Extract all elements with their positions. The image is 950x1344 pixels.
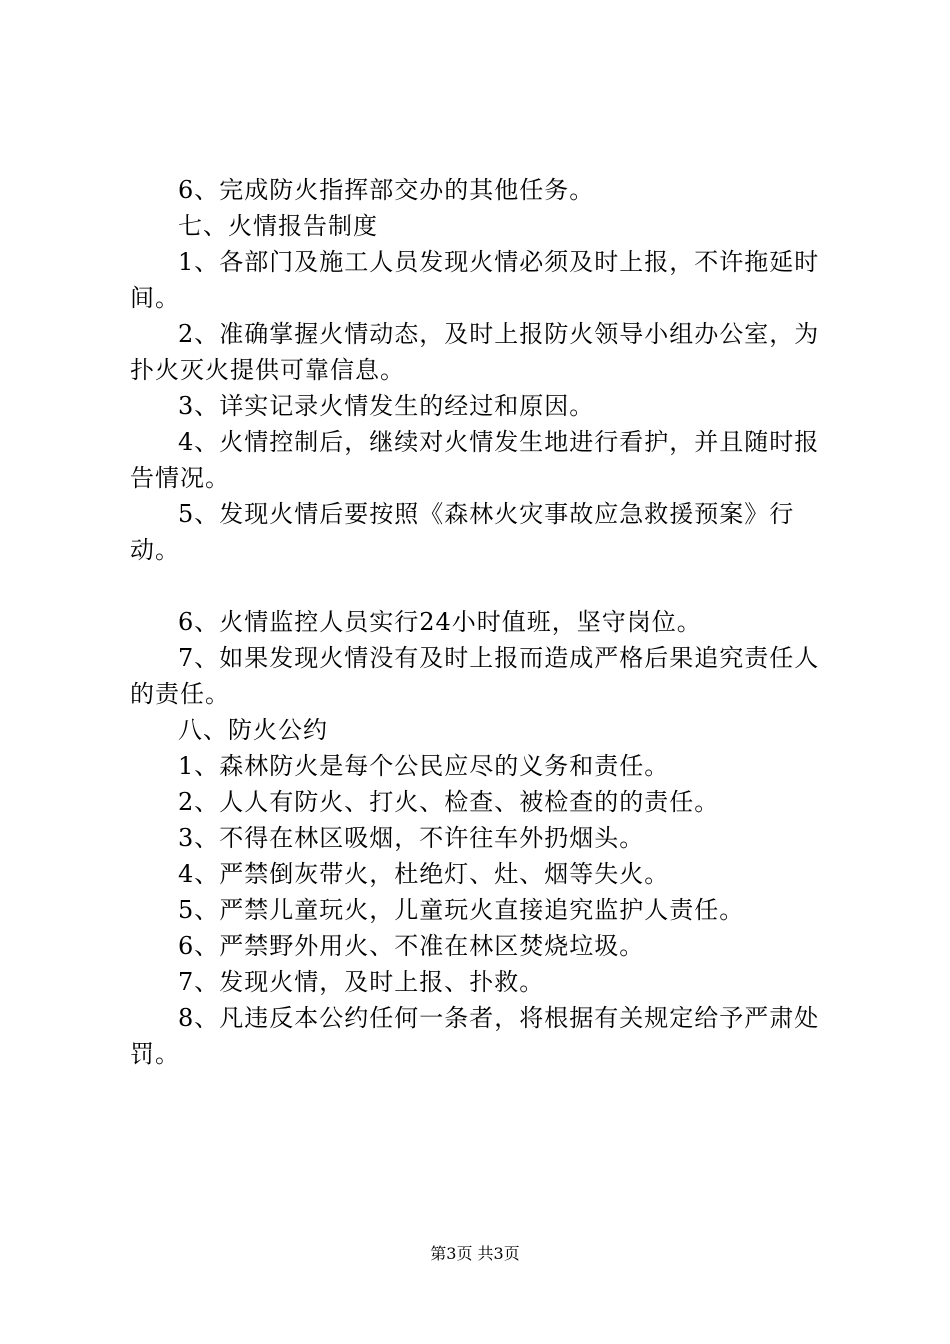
page-footer: 第3页 共3页 [430, 1244, 520, 1263]
paragraph: 1、各部门及施工人员发现火情必须及时上报，不许拖延时间。 [130, 248, 820, 312]
paragraph: 5、严禁儿童玩火，儿童玩火直接追究监护人责任。 [178, 896, 745, 924]
paragraph: 3、详实记录火情发生的经过和原因。 [178, 392, 595, 420]
paragraph: 4、火情控制后，继续对火情发生地进行看护，并且随时报告情况。 [130, 428, 820, 492]
paragraph: 6、完成防火指挥部交办的其他任务。 [178, 176, 595, 204]
paragraph: 1、森林防火是每个公民应尽的义务和责任。 [178, 752, 670, 780]
paragraph: 6、火情监控人员实行24小时值班，坚守岗位。 [178, 608, 702, 636]
paragraph: 8、凡违反本公约任何一条者，将根据有关规定给予严肃处罚。 [130, 1004, 820, 1068]
paragraph: 6、严禁野外用火、不准在林区焚烧垃圾。 [178, 932, 645, 960]
section-heading: 七、火情报告制度 [178, 212, 378, 240]
paragraph: 3、不得在林区吸烟，不许往车外扔烟头。 [178, 824, 645, 852]
paragraph: 4、严禁倒灰带火，杜绝灯、灶、烟等失火。 [178, 860, 670, 888]
paragraph: 2、准确掌握火情动态，及时上报防火领导小组办公室，为扑火灭火提供可靠信息。 [130, 320, 820, 384]
paragraph: 5、发现火情后要按照《森林火灾事故应急救援预案》行动。 [130, 500, 795, 564]
section-heading: 八、防火公约 [178, 716, 328, 744]
paragraph: 7、发现火情，及时上报、扑救。 [178, 968, 545, 996]
paragraph: 7、如果发现火情没有及时上报而造成严格后果追究责任人的责任。 [130, 644, 820, 708]
document-body [130, 172, 830, 1072]
paragraph: 2、人人有防火、打火、检查、被检查的的责任。 [178, 788, 720, 816]
